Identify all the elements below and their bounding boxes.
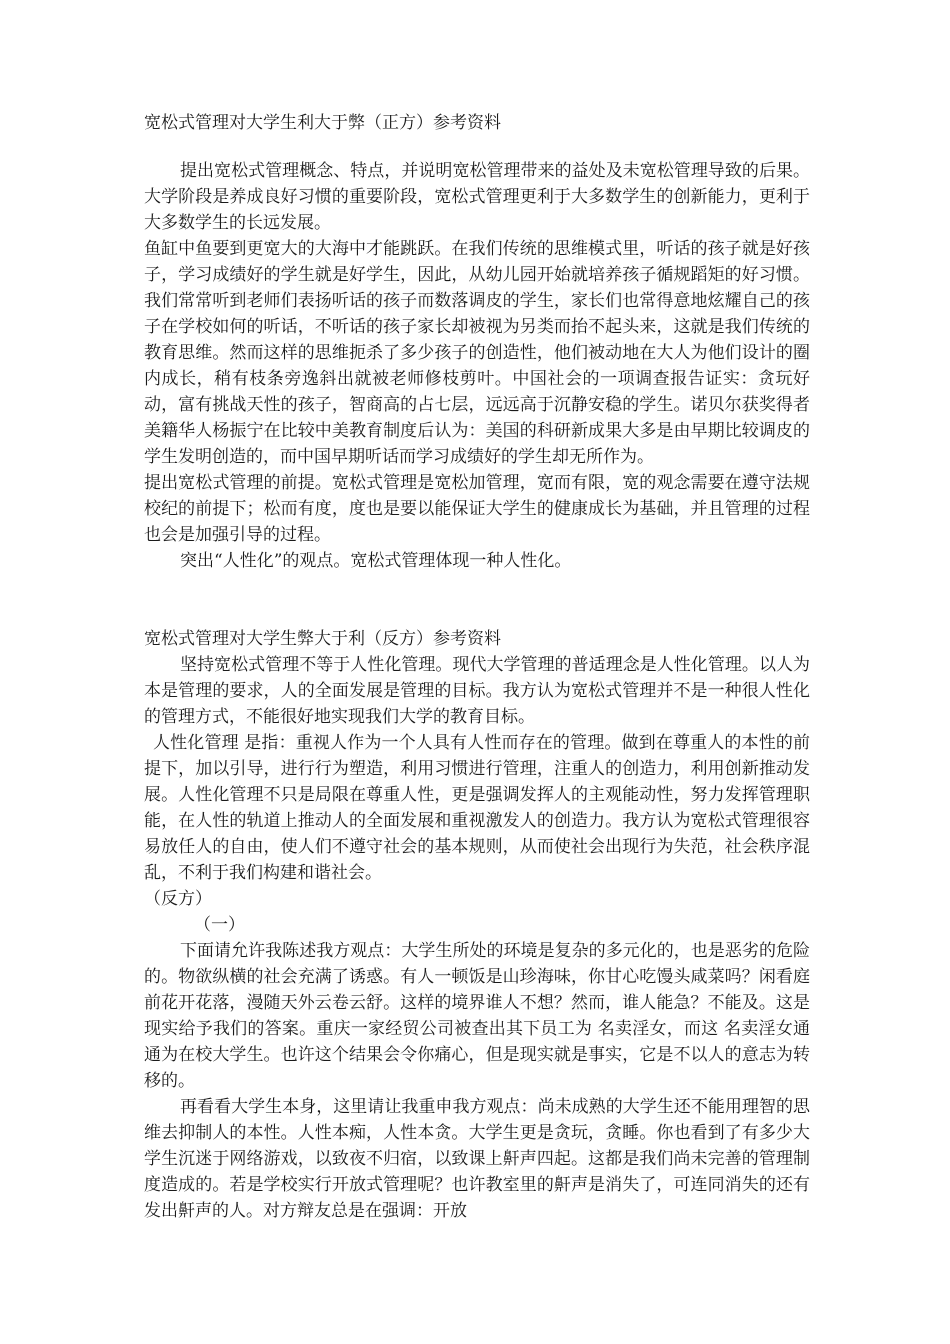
document-page: [144, 110, 810, 1224]
paragraph: 鱼缸中鱼要到更宽大的大海中才能跳跃。在我们传统的思维模式里，听话的孩子就是好孩子，学习成绩好的学生就是好学生，因此，从幼儿园开始就培养孩子循规蹈矩的好习惯。我们常常听到老师们表扬听话的孩子而数落调皮的学生，家长们也常得意地炫耀自己的孩子在学校如何的听话，不听话的孩子家长却被视为另类而抬不起头来，这就是我们传统的教育思维。然而这样的思维扼杀了多少孩子的创造性，他们被动地在大人为他们设计的圈内成长，稍有枝条旁逸斜出就被老师修枝剪叶。中国社会的一项调查报告证实：贪玩好动，富有挑战天性的孩子，智商高的占七层，远远高于沉静安稳的学生。诺贝尔获奖得者美籍华人杨振宁在比较中美教育制度后认为：美国的科研新成果大多是由早期比较调皮的学生发明创造的，而中国早期听话而学习成绩好的学生却无所作为。: [144, 239, 810, 467]
section-spacer: [144, 574, 810, 626]
subsection-number: （一）: [194, 915, 245, 935]
paragraph: 提出宽松式管理的前提。宽松式管理是宽松加管理，宽而有限，宽的观念需要在遵守法规校纪的前提下；松而有度，度也是要以能保证大学生的健康成长为基础，并且管理的过程也会是加强引导的过程。: [144, 473, 810, 545]
paragraph: 再看看大学生本身，这里请让我重申我方观点：尚未成熟的大学生还不能用理智的思维去抑制人的本性。人性本痴，人性本贪。大学生更是贪玩，贪睡。你也看到了有多少大学生沉迷于网络游戏，以致夜不归宿，以致课上鼾声四起。这都是我们尚未完善的管理制度造成的。若是学校实行开放式管理呢？也许教室里的鼾声是消失了，可连同消失的还有发出鼾声的人。对方辩友总是在强调：开放: [144, 1097, 810, 1221]
side-label: （反方）: [144, 889, 212, 909]
paragraph: 坚持宽松式管理不等于人性化管理。现代大学管理的普适理念是人性化管理。以人为本是管理的要求，人的全面发展是管理的目标。我方认为宽松式管理并不是一种很人性化的管理方式，不能很好地实现我们大学的教育目标。: [144, 655, 810, 727]
section-title-pro: 宽松式管理对大学生利大于弊（正方）参考资料: [144, 113, 501, 133]
paragraph: 人性化管理 是指：重视人作为一个人具有人性而存在的管理。做到在尊重人的本性的前提下，加以引导，进行行为塑造，利用习惯进行管理，注重人的创造力，利用创新推动发展。人性化管理不只是局限在尊重人性，更是强调发挥人的主观能动性，努力发挥管理职能，在人性的轨道上推动人的全面发展和重视激发人的创造力。我方认为宽松式管理很容易放任人的自由，使人们不遵守社会的基本规则，从而使社会出现行为失范，社会秩序混乱，不利于我们构建和谐社会。: [144, 733, 810, 883]
paragraph: 下面请允许我陈述我方观点：大学生所处的环境是复杂的多元化的，也是恶劣的危险的。物欲纵横的社会充满了诱惑。有人一顿饭是山珍海味，你甘心吃馒头咸菜吗？闲看庭前花开花落，漫随天外云卷云舒。这样的境界谁人不想？然而，谁人能急？不能及。这是现实给予我们的答案。重庆一家经贸公司被查出其下员工为 名卖淫女，而这 名卖淫女通通为在校大学生。也许这个结果会令你痛心，但是现实就是事实，它是不以人的意志为转移的。: [144, 941, 810, 1091]
section-title-con: 宽松式管理对大学生弊大于利（反方）参考资料: [144, 629, 501, 649]
paragraph: 突出“人性化”的观点。宽松式管理体现一种人性化。: [180, 551, 572, 571]
paragraph: 提出宽松式管理概念、特点，并说明宽松管理带来的益处及未宽松管理导致的后果。大学阶段是养成良好习惯的重要阶段，宽松式管理更利于大多数学生的创新能力，更利于大多数学生的长远发展。: [144, 161, 810, 233]
